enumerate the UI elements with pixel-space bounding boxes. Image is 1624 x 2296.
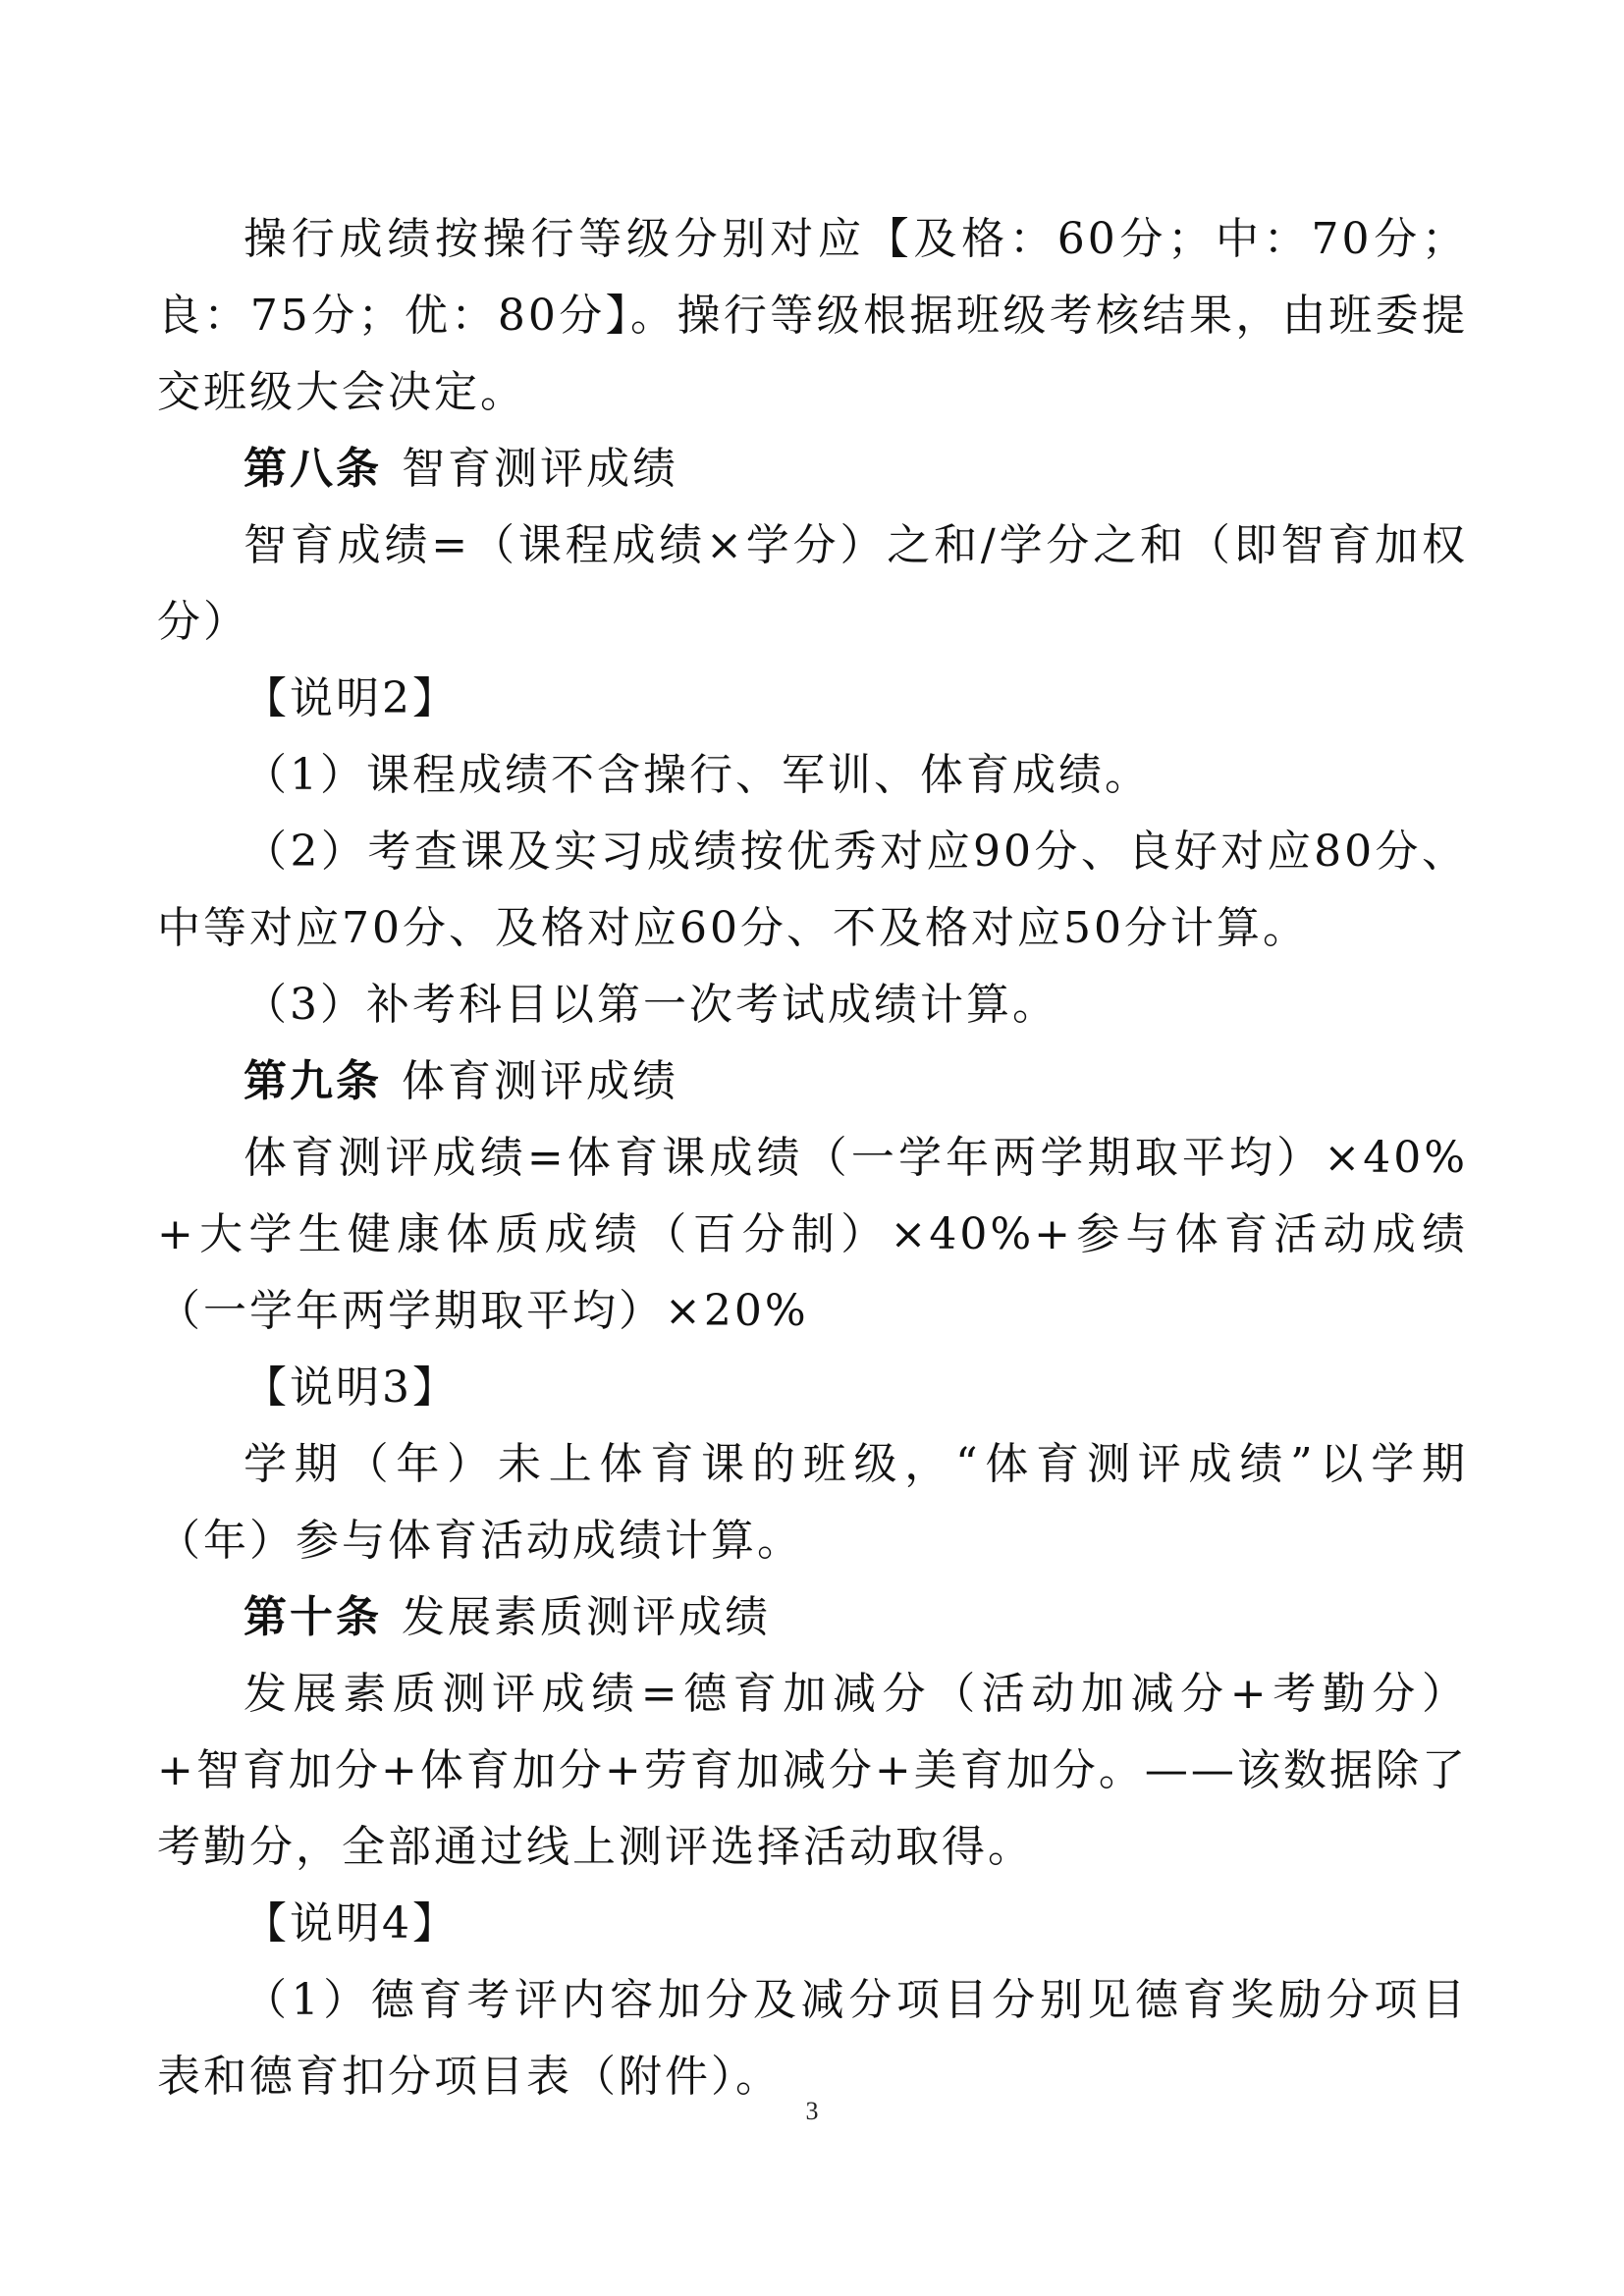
- article-10-heading: [157, 1579, 1468, 1656]
- paragraph-note2-item1: （1）课程成绩不含操行、军训、体育成绩。: [244, 750, 1151, 800]
- paragraph-note2-item3: （3）补考科目以第一次考试成绩计算。: [244, 980, 1058, 1030]
- article-9-title: 体育测评成绩: [402, 1056, 678, 1106]
- page-number: 3: [805, 2097, 819, 2125]
- paragraph-development-formula: 发展素质测评成绩=德育加减分（活动加减分+考勤分）+智育加分+体育加分+劳育加减分+美育加分。——该数据除了考勤分，全部通过线上测评选择活动取得。: [157, 1669, 1468, 1872]
- paragraph-pe-formula: 体育测评成绩=体育课成绩（一学年两学期取平均）×40%+大学生健康体质成绩（百分制）×40%+参与体育活动成绩（一学年两学期取平均）×20%: [157, 1133, 1468, 1336]
- paragraph-note4-item1: （1）德育考评内容加分及减分项目分别见德育奖励分项目表和德育扣分项目表（附件）。: [157, 1975, 1468, 2102]
- article-8-heading: [157, 431, 1468, 507]
- note-2-label: 【说明2】: [244, 673, 459, 723]
- article-10-title: 发展素质测评成绩: [402, 1592, 771, 1642]
- document-body: [157, 201, 1468, 2115]
- paragraph-note2-item2: （2）考查课及实习成绩按优秀对应90分、良好对应80分、中等对应70分、及格对应60分、不及格对应50分计算。: [157, 827, 1468, 953]
- article-9-heading: [157, 1043, 1468, 1120]
- paragraph-note3: 学期（年）未上体育课的班级，“体育测评成绩”以学期（年）参与体育活动成绩计算。: [157, 1439, 1468, 1566]
- note-4-label: 【说明4】: [244, 1898, 459, 1949]
- note-3-label: 【说明3】: [244, 1362, 459, 1413]
- paragraph-conduct-score: 操行成绩按操行等级分别对应【及格：60分；中：70分；良：75分；优：80分】。操行等级根据班级考核结果，由班委提交班级大会决定。: [157, 214, 1468, 417]
- article-9-number: 第九条: [244, 1056, 382, 1106]
- article-10-number: 第十条: [244, 1592, 382, 1642]
- paragraph-intellectual-formula: 智育成绩=（课程成绩×学分）之和/学分之和（即智育加权分）: [157, 520, 1468, 647]
- article-8-number: 第八条: [244, 444, 382, 494]
- article-8-title: 智育测评成绩: [402, 444, 678, 494]
